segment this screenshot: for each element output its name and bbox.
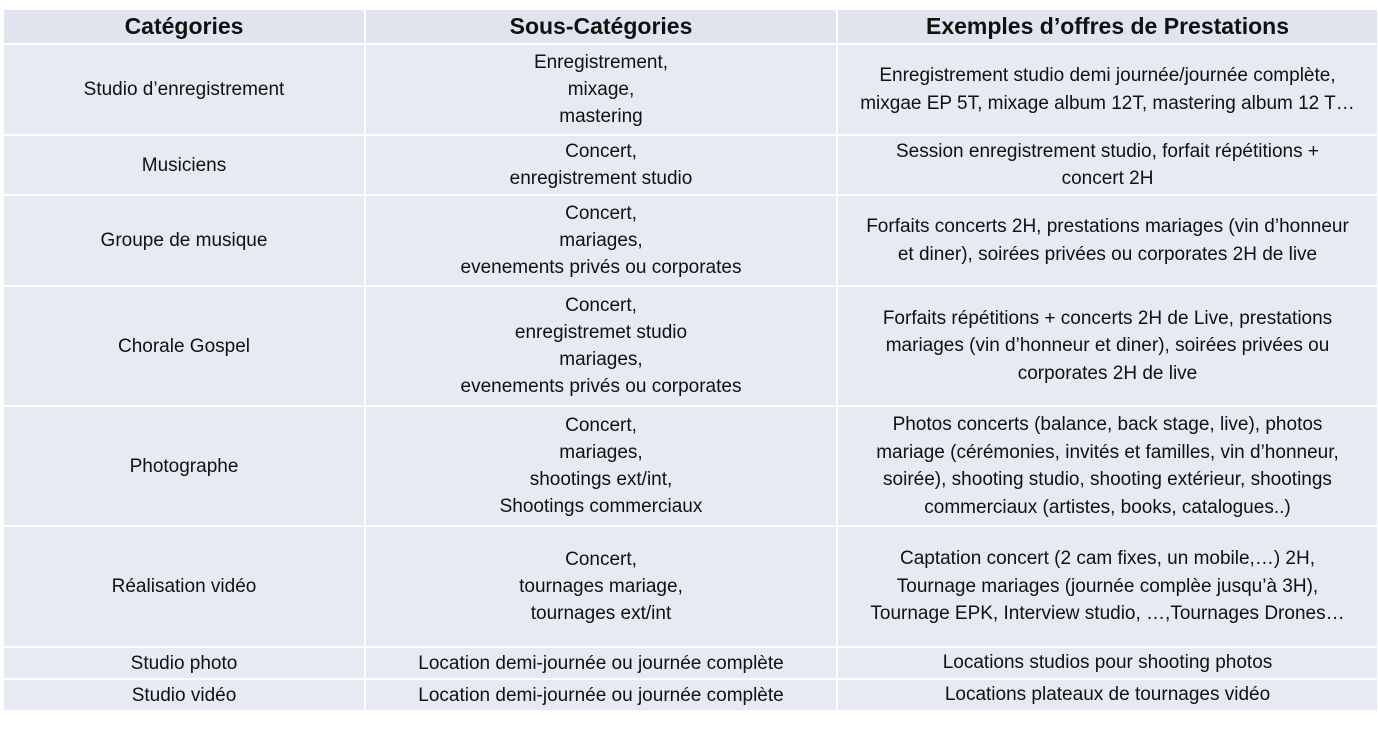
examples-line: Captation concert (2 cam fixes, un mobile,…) 2H, xyxy=(899,548,1315,570)
subcategory-line: Concert, xyxy=(565,203,637,224)
table-header-row xyxy=(4,10,1377,43)
category-cell: Chorale Gospel xyxy=(4,287,364,405)
examples-line: soirée), shooting studio, shooting extérieur, shootings xyxy=(883,469,1332,490)
examples-line: Tournage mariages (journée complèe jusqu’à 3H), xyxy=(896,575,1319,597)
subcategory-line: mariages, xyxy=(559,349,643,370)
examples-cell xyxy=(838,45,1377,134)
subcategory-cell xyxy=(366,196,836,285)
subcategory-line: Location demi-journée ou journée complète xyxy=(418,652,784,674)
subcategory-line: Location demi-journée ou journée complète xyxy=(418,684,784,706)
examples-line: et diner), soirées privées ou corporates 2H de live xyxy=(897,243,1318,265)
table-row xyxy=(4,196,1377,285)
examples-line: mixgae EP 5T, mixage album 12T, mastering album 12 T… xyxy=(860,92,1355,114)
examples-cell xyxy=(838,136,1377,194)
table-row xyxy=(4,527,1377,646)
header-sous-categories: Sous-Catégories xyxy=(366,10,836,43)
table-row xyxy=(4,648,1377,678)
subcategory-line: mastering xyxy=(559,106,643,127)
examples-line: Enregistrement studio demi journée/journée complète, xyxy=(879,65,1336,86)
subcategory-cell xyxy=(366,648,836,678)
examples-line: Forfaits répétitions + concerts 2H de Live, prestations xyxy=(882,307,1333,329)
header-categories: Catégories xyxy=(4,10,364,43)
examples-line: mariage (cérémonies, invités et familles, vin d’honneur, xyxy=(876,441,1339,463)
examples-line: Tournage EPK, Interview studio, …,Tournages Drones… xyxy=(870,603,1345,625)
category-cell: Studio d’enregistrement xyxy=(4,45,364,134)
subcategory-cell xyxy=(366,407,836,525)
category-cell: Réalisation vidéo xyxy=(4,527,364,646)
subcategory-line: Shootings commerciaux xyxy=(499,496,703,517)
examples-line: Photos concerts (balance, back stage, live), photos xyxy=(892,414,1323,435)
category-cell: Groupe de musique xyxy=(4,196,364,285)
examples-cell xyxy=(838,407,1377,525)
category-cell: Studio vidéo xyxy=(4,680,364,710)
examples-line: Session enregistrement studio, forfait répétitions + xyxy=(896,140,1319,162)
subcategory-cell xyxy=(366,45,836,134)
subcategory-line: Concert, xyxy=(565,549,637,570)
examples-line: commerciaux (artistes, books, catalogues..) xyxy=(924,496,1291,518)
subcategory-line: mixage, xyxy=(567,79,635,100)
subcategory-cell xyxy=(366,680,836,710)
examples-line: corporates 2H de live xyxy=(1017,362,1198,384)
subcategory-line: mariages, xyxy=(559,442,643,463)
examples-line: Forfaits concerts 2H, prestations mariages (vin d’honneur xyxy=(866,216,1349,237)
category-cell: Photographe xyxy=(4,407,364,525)
category-cell: Studio photo xyxy=(4,648,364,678)
subcategory-line: enregistremet studio xyxy=(514,322,688,343)
subcategory-line: Concert, xyxy=(565,141,637,162)
subcategory-line: Concert, xyxy=(565,295,637,316)
examples-line: Locations studios pour shooting photos xyxy=(942,652,1273,674)
subcategory-line: enregistrement studio xyxy=(509,168,693,189)
subcategory-cell xyxy=(366,136,836,194)
subcategory-line: evenements privés ou corporates xyxy=(460,257,742,278)
examples-cell xyxy=(838,648,1377,678)
subcategory-line: shootings ext/int, xyxy=(529,469,673,490)
subcategory-cell xyxy=(366,287,836,405)
category-cell: Musiciens xyxy=(4,136,364,194)
table-row xyxy=(4,136,1377,194)
subcategory-line: tournages mariage, xyxy=(519,576,683,597)
subcategory-line: evenements privés ou corporates xyxy=(460,376,742,397)
examples-cell xyxy=(838,680,1377,710)
subcategory-line: Concert, xyxy=(565,415,637,436)
prestations-table xyxy=(2,8,1378,712)
subcategory-line: tournages ext/int xyxy=(530,603,672,624)
examples-cell xyxy=(838,527,1377,646)
table-row xyxy=(4,680,1377,710)
table-row xyxy=(4,45,1377,134)
examples-line: concert 2H xyxy=(1061,168,1154,189)
header-exemples: Exemples d’offres de Prestations xyxy=(838,10,1377,43)
examples-line: Locations plateaux de tournages vidéo xyxy=(944,684,1271,706)
table-row xyxy=(4,407,1377,525)
prestations-table-container xyxy=(2,8,1375,712)
subcategory-line: Enregistrement, xyxy=(533,52,669,73)
subcategory-cell xyxy=(366,527,836,646)
subcategory-line: mariages, xyxy=(559,230,643,251)
examples-cell xyxy=(838,196,1377,285)
table-row xyxy=(4,287,1377,405)
examples-cell xyxy=(838,287,1377,405)
examples-line: mariages (vin d’honneur et diner), soirées privées ou xyxy=(885,335,1330,357)
